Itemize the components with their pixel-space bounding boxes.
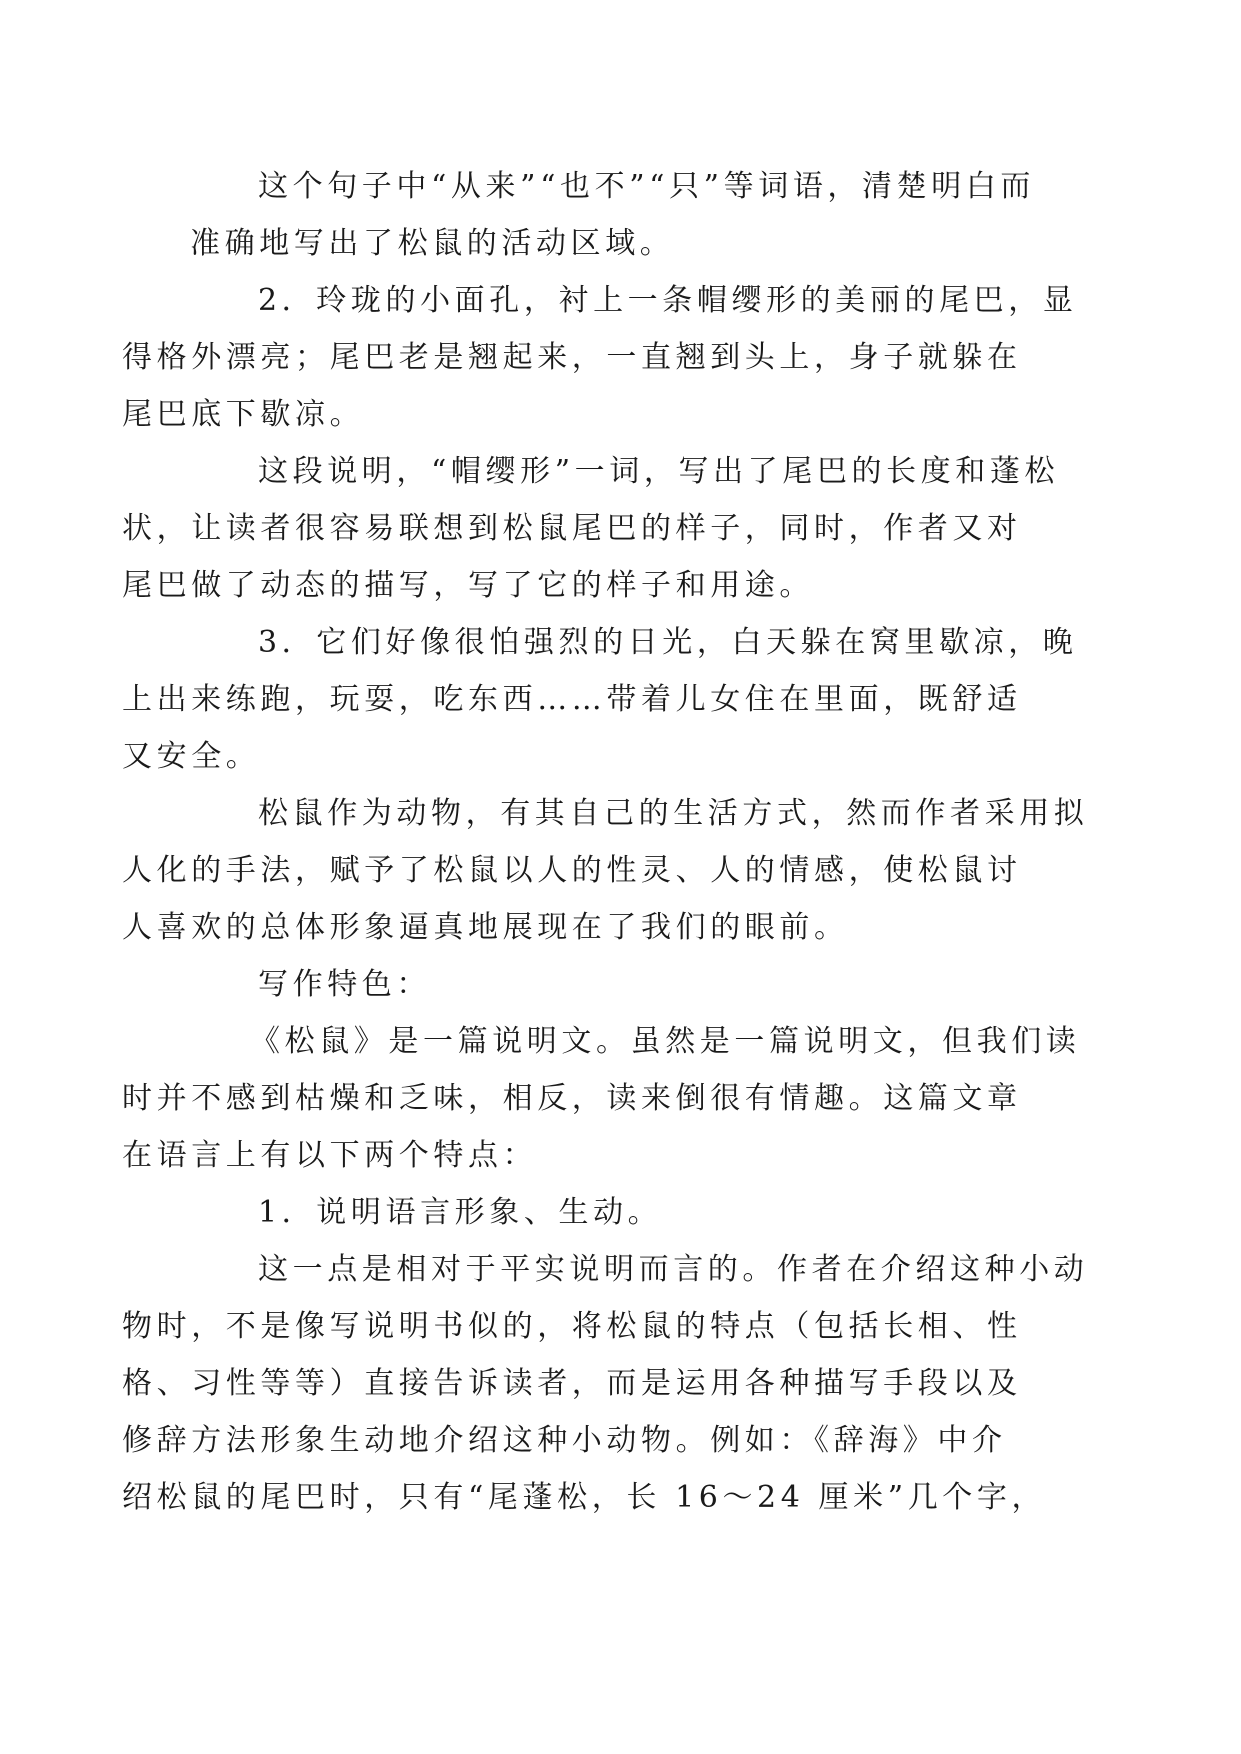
- text-line: 尾巴做了动态的描写，写了它的样子和用途。: [122, 568, 814, 603]
- paragraph-4: [122, 614, 1078, 785]
- text-line: 状，让读者很容易联想到松鼠尾巴的样子，同时，作者又对: [122, 511, 1022, 546]
- text-line: 1．说明语言形象、生动。: [258, 1195, 663, 1230]
- text-line: 物时，不是像写说明书似的，将松鼠的特点（包括长相、性: [122, 1309, 1022, 1344]
- text-line: 2．玲珑的小面孔，衬上一条帽缨形的美丽的尾巴，显: [258, 283, 1078, 318]
- text-line: 时并不感到枯燥和乏味，相反，读来倒很有情趣。这篇文章: [122, 1081, 1022, 1116]
- paragraph-9: [122, 1241, 1089, 1526]
- text-line: 修辞方法形象生动地介绍这种小动物。例如：《辞海》中介: [122, 1423, 1007, 1458]
- paragraph-7: [122, 1013, 1081, 1184]
- text-line: 尾巴底下歇凉。: [122, 397, 365, 432]
- text-line: 《松鼠》是一篇说明文。虽然是一篇说明文，但我们读: [250, 1024, 1081, 1059]
- text-line: 格、习性等等）直接告诉读者，而是运用各种描写手段以及: [122, 1366, 1022, 1401]
- paragraph-2: [122, 272, 1078, 443]
- text-line: 在语言上有以下两个特点：: [122, 1138, 538, 1173]
- text-line: 3．它们好像很怕强烈的日光，白天躲在窝里歇凉，晚: [258, 625, 1078, 660]
- text-line: 这段说明，“帽缨形”一词，写出了尾巴的长度和蓬松: [258, 454, 1060, 489]
- text-line: 人化的手法，赋予了松鼠以人的性灵、人的情感，使松鼠讨: [122, 853, 1022, 888]
- section-heading: [190, 956, 1050, 1013]
- text-line: 绍松鼠的尾巴时，只有“尾蓬松，长 16～24 厘米”几个字，: [122, 1480, 1047, 1515]
- text-line: 写作特色：: [258, 967, 431, 1002]
- text-line: 人喜欢的总体形象逼真地展现在了我们的眼前。: [122, 910, 849, 945]
- paragraph-5: [122, 785, 1089, 956]
- text-line: 这个句子中“从来”“也不”“只”等词语，清楚明白而: [258, 169, 1036, 204]
- paragraph-8: [190, 1184, 1050, 1241]
- text-line: 又安全。: [122, 739, 261, 774]
- text-line: 这一点是相对于平实说明而言的。作者在介绍这种小动: [258, 1252, 1089, 1287]
- document-body: [122, 158, 1089, 1526]
- text-line: 松鼠作为动物，有其自己的生活方式，然而作者采用拟: [258, 796, 1089, 831]
- text-line: 得格外漂亮；尾巴老是翘起来，一直翘到头上，身子就躲在: [122, 340, 1022, 375]
- text-line: 准确地写出了松鼠的活动区域。: [190, 226, 675, 261]
- text-line: 上出来练跑，玩耍，吃东西……带着儿女住在里面，既舒适: [122, 682, 1022, 717]
- paragraph-3: [122, 443, 1060, 614]
- paragraph-1: [190, 158, 1050, 272]
